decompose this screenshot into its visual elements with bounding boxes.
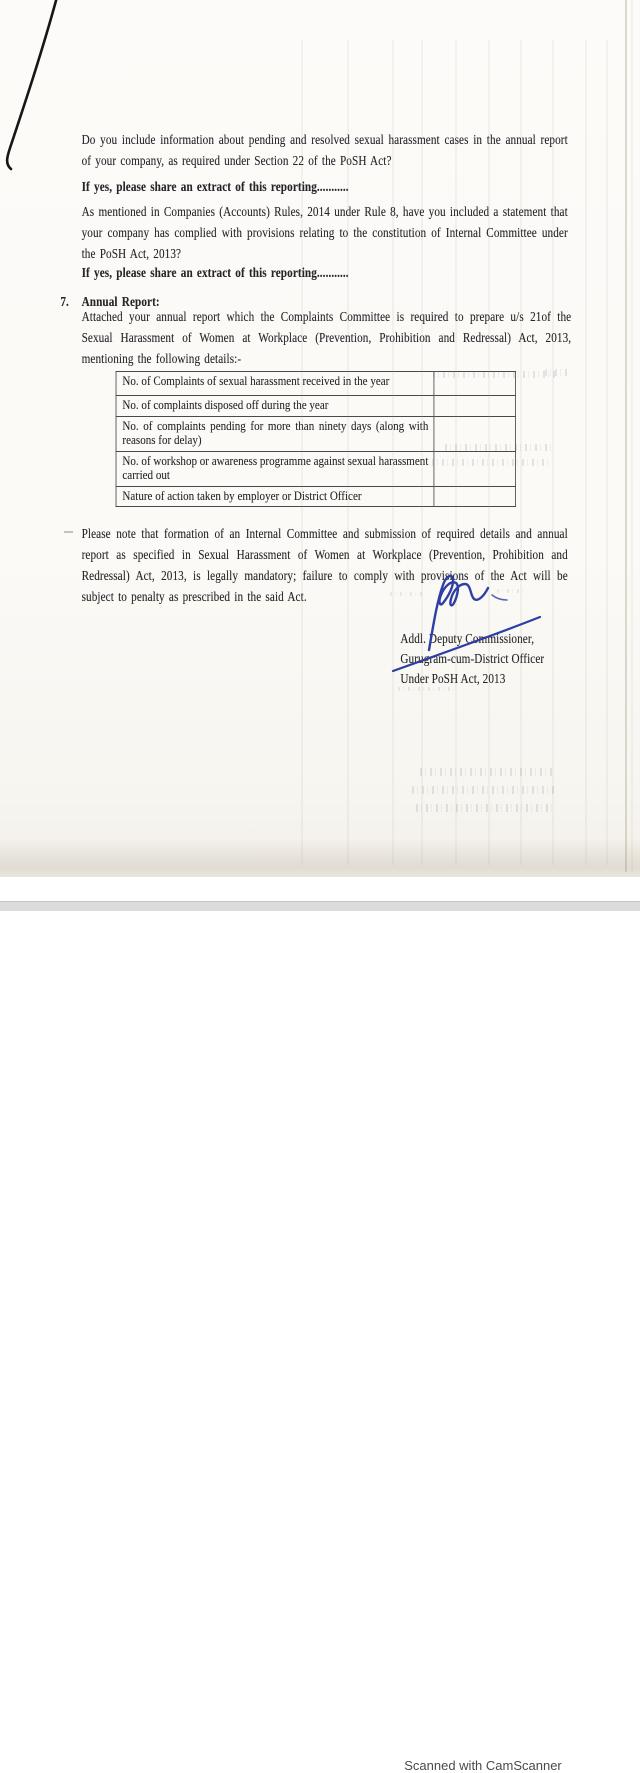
table-row [116,451,516,486]
question-annual-report: Do you include information about pending and resolved sexual harassment cases in the annual report of your company, as required under Section 22 of the PoSH Act? [81,132,568,168]
table-cell-label: No. of complaints pending for more than ninety days (along with reasons for delay) [116,416,434,451]
item7-title: Annual Report: [81,294,160,309]
table-row [116,486,516,507]
scan-noise [390,592,424,596]
scan-noise [416,804,552,812]
scan-noise [432,459,550,466]
item7-number: 7. [60,294,69,309]
question-companies-rules: As mentioned in Companies (Accounts) Rules, 2014 under Rule 8, have you included a statement that your company has complied with provisions relating to the constitution of Internal Committee under the PoSH Act, 2013? [81,204,568,261]
table-cell-label: No. of workshop or awareness programme against sexual harassment carried out [116,451,434,486]
scan-noise [497,589,523,593]
table-cell-value [434,451,516,486]
item7-body: Attached your annual report which the Complaints Committee is required to prepare u/s 21of the Sexual Harassment of Women at Workplace (Prevention, Prohibition and Redressal) Act, 2013, mentioning the following details:- [81,309,572,366]
signoff-office: Gurugram-cum-District Officer [400,651,545,666]
extract-prompt-1: If yes, please share an extract of this reporting........... [81,179,349,194]
table-cell-label: No. of Complaints of sexual harassment received in the year [116,372,434,396]
scan-noise [445,444,553,451]
table-cell-value [434,486,516,507]
scan-noise [64,531,73,533]
camscanner-credit: Scanned with CamScanner [404,1758,562,1773]
scan-noise [412,786,554,794]
extract-prompt-2: If yes, please share an extract of this reporting........... [81,265,349,280]
mandatory-note-paragraph: Please note that formation of an Internal Committee and submission of required details and annual report as specified in Sexual Harassment of Women at Workplace (Prevention, Prohibition and Redressal) Act, 2013, is legally mandatory; failure to comply with provisions of the Act will be subject to penalty as prescribed in the said Act. [81,526,568,604]
signoff-designation: Addl. Deputy Commissioner, [400,631,535,646]
signoff-act: Under PoSH Act, 2013 [400,671,506,686]
table-cell-value [434,396,516,417]
scan-noise [398,687,456,691]
table-cell-label: No. of complaints disposed off during the year [116,396,434,417]
footer-gray-bar [0,901,640,911]
table-row [116,396,516,417]
scan-noise [433,371,558,378]
annual-report-details-table [116,371,516,507]
signoff-block [400,629,604,689]
table-cell-label: Nature of action taken by employer or District Officer [116,486,434,507]
scan-noise [545,369,569,376]
scan-noise [420,768,552,776]
camscanner-footer-strip [0,877,640,1773]
